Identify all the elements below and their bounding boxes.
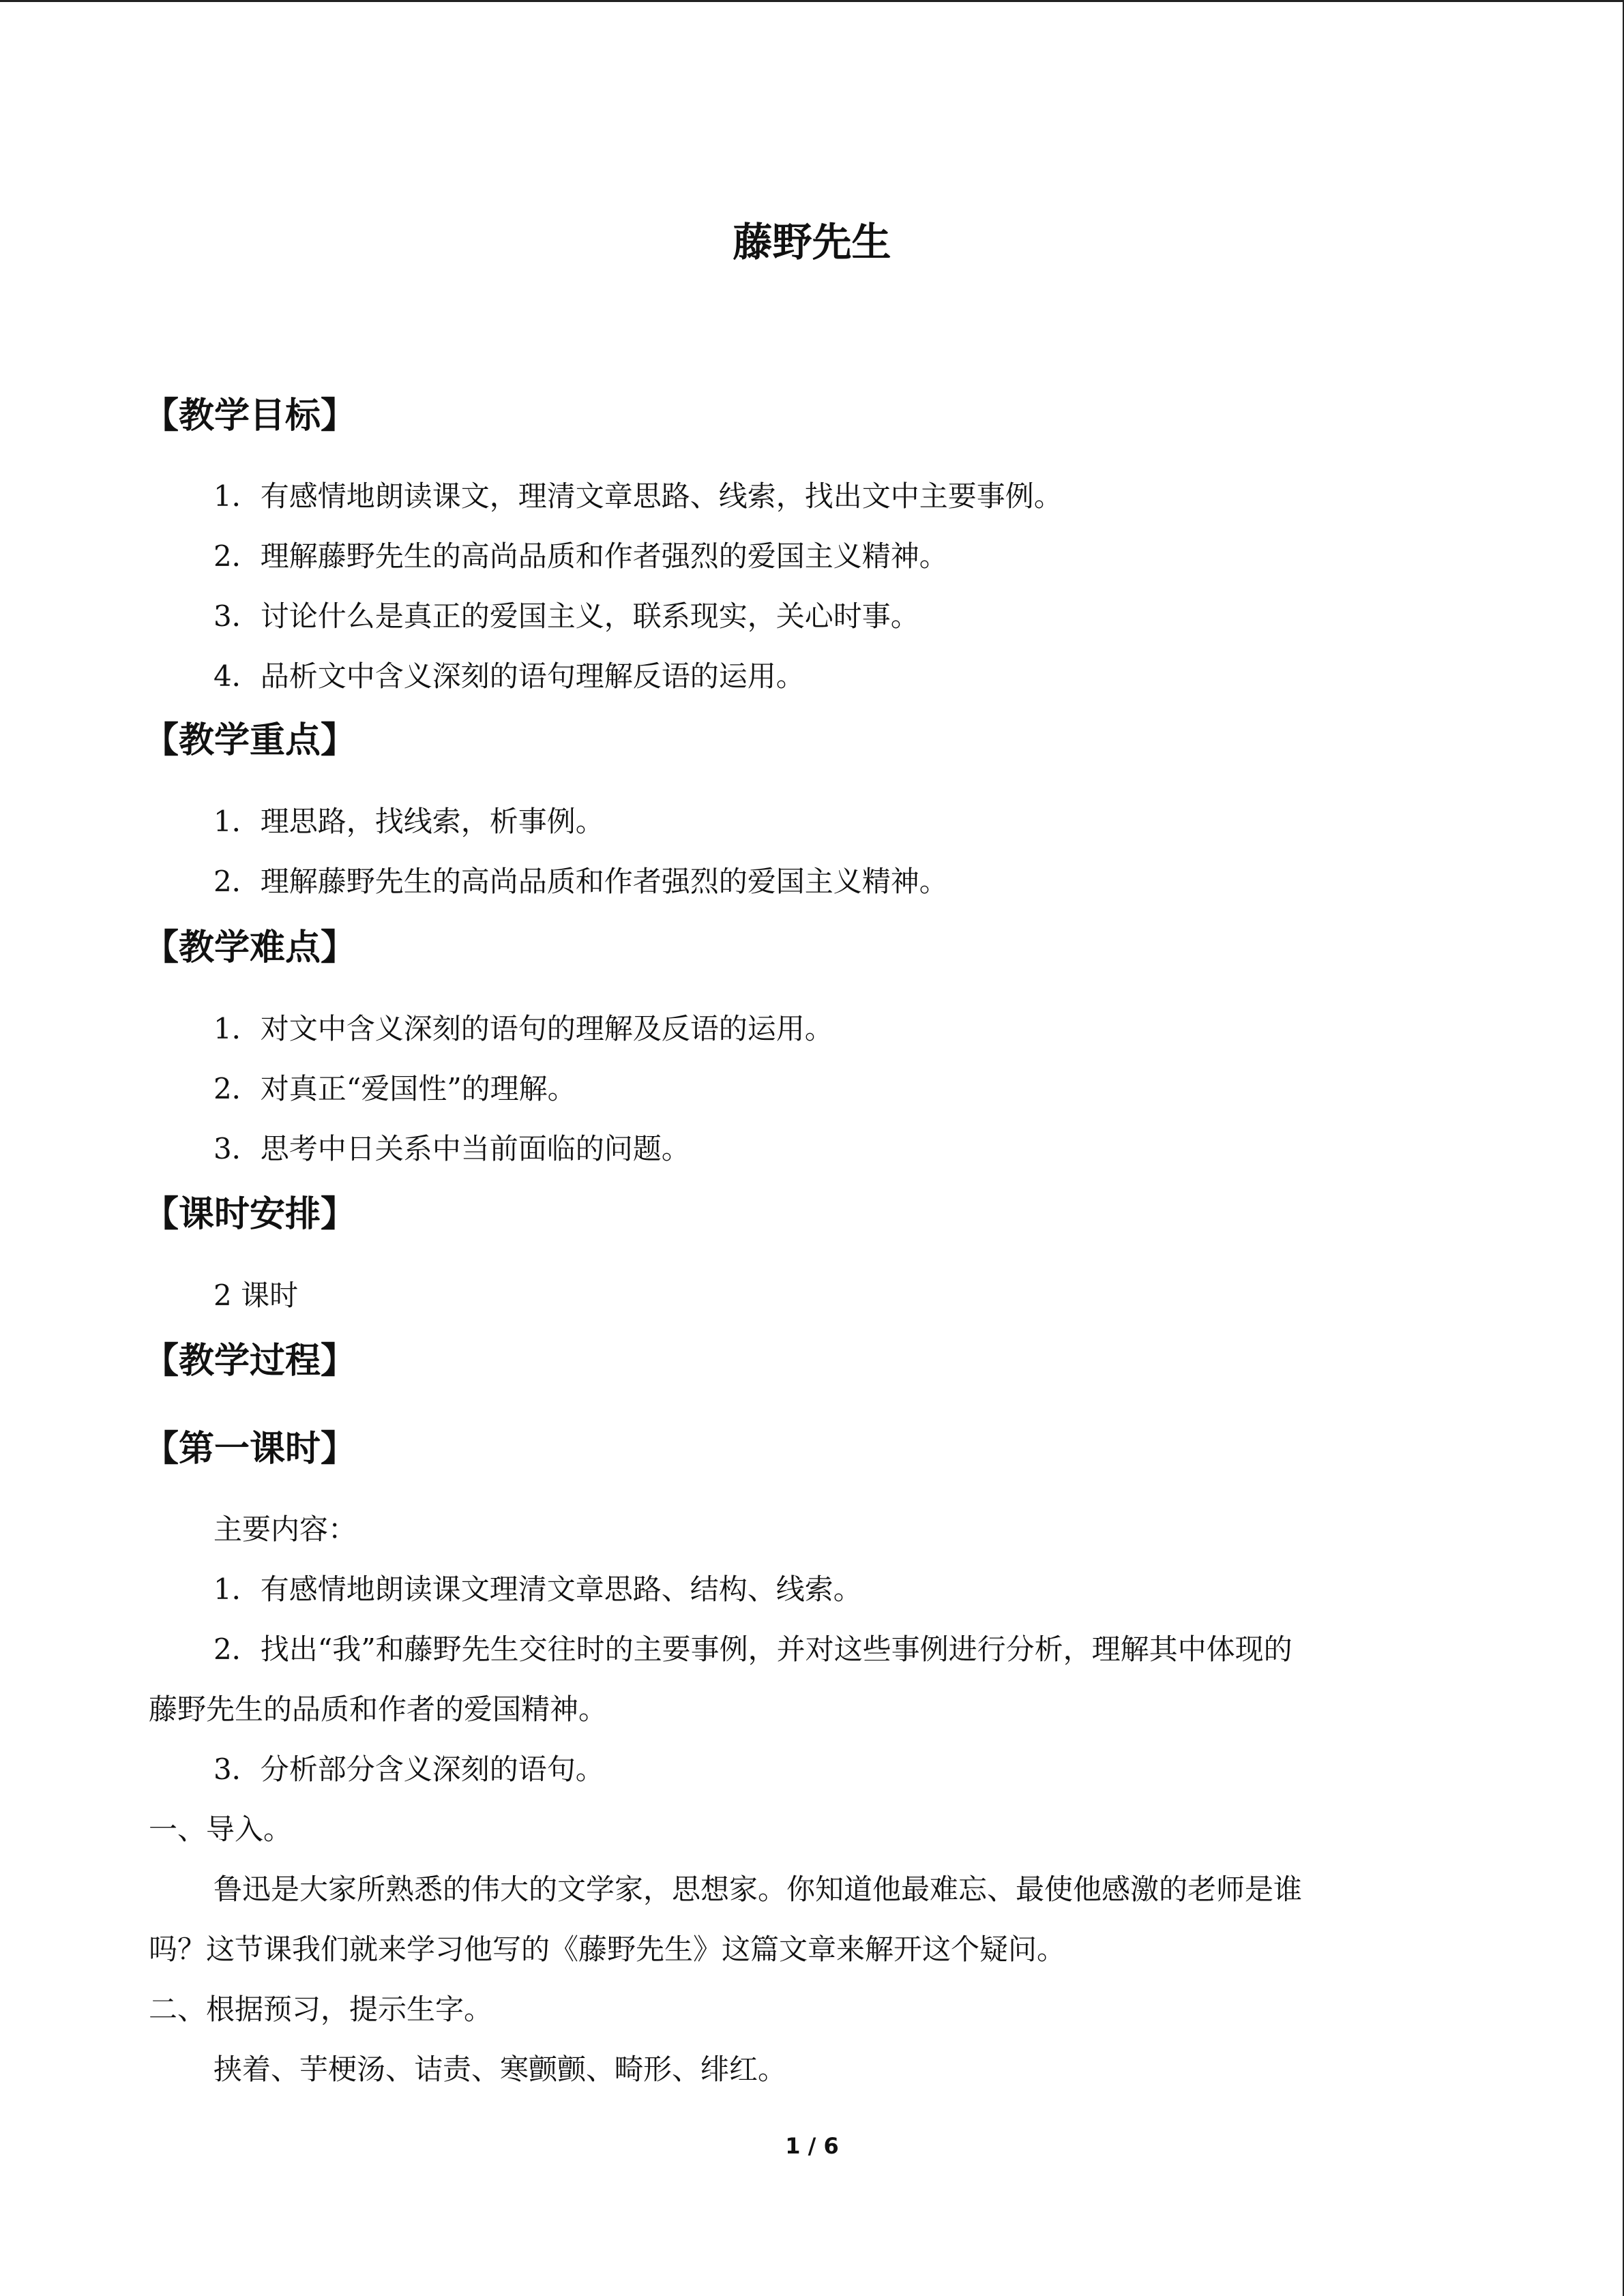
content-item-2-line2: 藤野先生的品质和作者的爱国精神。 xyxy=(149,1693,608,1726)
content-item-1: 1．有感情地朗读课文理清文章思路、结构、线索。 xyxy=(213,1572,862,1606)
content-item-3: 3．分析部分含义深刻的语句。 xyxy=(213,1753,604,1786)
goal-item-2: 2．理解藤野先生的高尚品质和作者强烈的爱国主义精神。 xyxy=(213,539,948,573)
difficulty-item-3: 3．思考中日关系中当前面临的问题。 xyxy=(213,1132,690,1165)
difficulty-item-1: 1．对文中含义深刻的语句的理解及反语的运用。 xyxy=(213,1012,833,1045)
goal-item-3: 3．讨论什么是真正的爱国主义，联系现实，关心时事。 xyxy=(213,599,919,633)
page-title: 藤野先生 xyxy=(733,219,891,265)
page-number: 1 / 6 xyxy=(785,2133,839,2159)
step-2-words: 挟着、芋梗汤、诘责、寒颤颤、畸形、绯红。 xyxy=(213,2053,787,2086)
key-point-item-1: 1．理思路，找线索，析事例。 xyxy=(213,805,604,838)
section-heading-process: 【教学过程】 xyxy=(143,1341,357,1382)
goal-item-1: 1．有感情地朗读课文，理清文章思路、线索，找出文中主要事例。 xyxy=(213,479,1063,513)
main-content-label: 主要内容： xyxy=(213,1512,357,1546)
section-heading-key-points: 【教学重点】 xyxy=(143,720,357,761)
section-heading-goals: 【教学目标】 xyxy=(143,396,357,436)
key-point-item-2: 2．理解藤野先生的高尚品质和作者强烈的爱国主义精神。 xyxy=(213,865,948,898)
step-1-paragraph-line2: 吗？这节课我们就来学习他写的《藤野先生》这篇文章来解开这个疑问。 xyxy=(149,1933,1066,1966)
section-heading-difficulties: 【教学难点】 xyxy=(143,927,357,968)
step-2-heading: 二、根据预习，提示生字。 xyxy=(149,1993,493,2026)
content-item-2-line1: 2．找出“我”和藤野先生交往时的主要事例，并对这些事例进行分析，理解其中体现的 xyxy=(213,1632,1293,1666)
goal-item-4: 4．品析文中含义深刻的语句理解反语的运用。 xyxy=(213,659,805,693)
section-heading-first-lesson: 【第一课时】 xyxy=(143,1429,357,1470)
section-heading-schedule: 【课时安排】 xyxy=(143,1194,357,1235)
step-1-paragraph-line1: 鲁迅是大家所熟悉的伟大的文学家，思想家。你知道他最难忘、最使他感激的老师是谁 xyxy=(213,1873,1303,1906)
difficulty-item-2: 2．对真正“爱国性”的理解。 xyxy=(213,1072,576,1105)
schedule-text: 2 课时 xyxy=(213,1279,299,1312)
step-1-heading: 一、导入。 xyxy=(149,1813,293,1846)
